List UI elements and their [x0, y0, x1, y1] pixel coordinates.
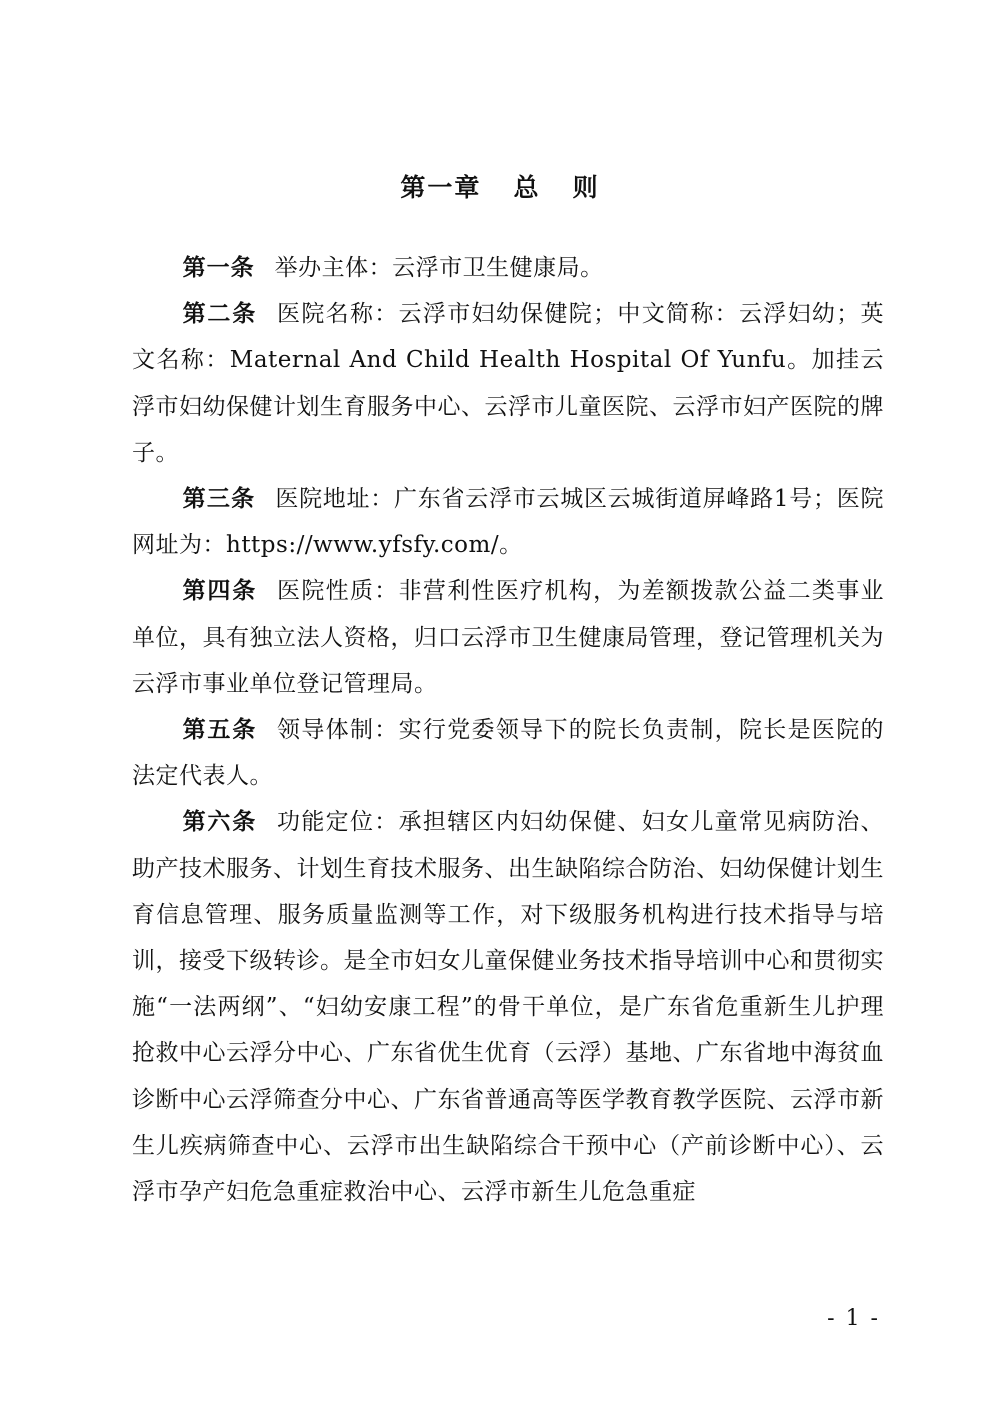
article-text: 举办主体：云浮市卫生健康局。: [274, 255, 604, 281]
article-paragraph: [132, 245, 884, 291]
article-paragraph: [132, 476, 884, 568]
article-label: 第二条: [182, 301, 258, 328]
chapter-title: 第一章 总 则: [400, 173, 600, 202]
article-label: 第一条: [182, 255, 255, 281]
article-text: 医院名称：云浮市妇幼保健院；中文简称：云浮妇幼；英文名称：Maternal And Child Health Hospital Of Yunfu。加挂云浮市妇幼保健计划生育服务中心、云浮市儿童医院、云浮市妇产医院的牌子。: [132, 301, 885, 466]
page-number: - 1 -: [827, 1306, 880, 1331]
article-label: 第五条: [182, 717, 258, 744]
article-paragraph: [132, 799, 884, 1215]
article-label: 第三条: [182, 486, 256, 513]
article-text: 领导体制：实行党委领导下的院长负责制，院长是医院的法定代表人。: [132, 717, 885, 790]
article-paragraph: [132, 291, 884, 476]
article-label: 第四条: [182, 578, 258, 605]
article-paragraph: [132, 707, 884, 799]
article-paragraph: [132, 568, 884, 707]
article-text: 功能定位：承担辖区内妇幼保健、妇女儿童常见病防治、助产技术服务、计划生育技术服务、出生缺陷综合防治、妇幼保健计划生育信息管理、服务质量监测等工作，对下级服务机构进行技术指导与培训，接受下级转诊。是全市妇女儿童保健业务技术指导培训中心和贯彻实施“一法两纲”、“妇幼安康工程”的骨干单位，是广东省危重新生儿护理抢救中心云浮分中心、广东省优生优育（云浮）基地、广东省地中海贫血诊断中心云浮筛查分中心、广东省普通高等医学教育教学医院、云浮市新生儿疾病筛查中心、云浮市出生缺陷综合干预中心（产前诊断中心）、云浮市孕产妇危急重症救治中心、云浮市新生儿危急重症: [132, 809, 885, 1206]
document-body: [132, 245, 884, 1215]
article-text: 医院地址：广东省云浮市云城区云城街道屏峰路1号；医院网址为：https://www.yfsfy.com/。: [132, 486, 885, 559]
article-label: 第六条: [182, 809, 258, 836]
article-text: 医院性质：非营利性医疗机构，为差额拨款公益二类事业单位，具有独立法人资格，归口云浮市卫生健康局管理，登记管理机关为云浮市事业单位登记管理局。: [132, 578, 885, 697]
